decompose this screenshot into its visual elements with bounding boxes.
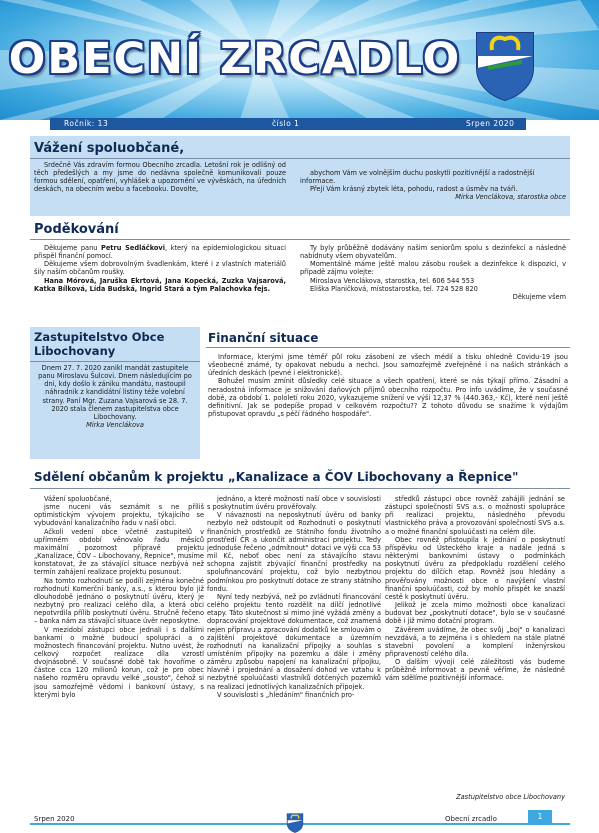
article-paragraph: O dalším vývoji celé záležitosti vás budeme průběžně informovat a pevně věříme, že následně vám sdělíme pozitivnější informace. xyxy=(385,658,565,683)
thanks-heading: Poděkování xyxy=(34,222,119,237)
thanks-contact2: Eliška Planičková, místostarostka, tel. 724 528 820 xyxy=(310,284,478,293)
article-signature: Zastupitelstvo obce Libochovany xyxy=(456,793,565,801)
council-signature: Mirka Venclákova xyxy=(86,421,144,430)
footer-coat-of-arms-icon xyxy=(286,813,304,833)
article-paragraph: Na tomto rozhodnutí se podílí zejména konečné rozhodnutí Komerční banky, a.s., s kterou bylo již dlouhodobě jednáno o poskytnutí úvěru, který je nezbytný pro realizaci celého díla, a která obci nepotvrdila přílib poskytnutí úvěru. Stručně řečeno – banka nám za stávající situace úvěr neposkytne. xyxy=(34,576,204,626)
article-heading: Sdělení občanům k projektu „Kanalizace a ČOV Libochovany a Řepnice" xyxy=(34,470,519,484)
newsletter-title: OBECNÍ ZRCADLO xyxy=(8,34,462,84)
coat-of-arms-icon xyxy=(474,30,536,102)
council-heading-line2: Libochovany xyxy=(34,344,116,358)
divider xyxy=(30,239,570,240)
thanks-r1: Ty byly průběžně dodávány našim seniorům spolu s dezinfekcí a následně nabídnuty všem obyvatelům. xyxy=(300,244,566,261)
thanks-p1-end: , který na epidemiologickou situaci přispěl finanční pomocí. xyxy=(34,244,287,261)
thanks-left-text xyxy=(34,244,286,293)
thanks-p1-start: Děkujeme panu xyxy=(44,244,101,252)
welcome-left-text: Srdečně Vás zdravím formou Obecního zrcadla. Letošní rok je odlišný od těch předešlých a my jsme do nedávna společně komunikovali pouze formou sdělení, opatření, vyhlášek a upozornění ve vývěskách, na úředních deskách, na obecním webu a facebooku. Dovolte, xyxy=(34,161,286,194)
article-paragraph: Ačkoli vedení obce včetně zastupitelů v upřímném období věnovalo řadu měsíců maximální pozornost přípravě projektu „Kanalizace, ČOV – Libochovany, Řepnice", musíme konstatovat, že za stávající situace nezbývá než termín zahájení realizace projektu posunout. xyxy=(34,527,204,577)
council-paragraph: Dnem 27. 7. 2020 zanikl mandát zastupitele panu Miroslavu Šulcovi. Dnem následujícím po dni, kdy došlo k zániku mandátu, nastoupil náhradník z kandidátní listiny téže volební strany. Paní Mgr. Zuzana Vajsarová se 28. 7. 2020 stala členem zastupitelstva obce Libochovany. xyxy=(38,364,192,421)
volume-label: Ročník: 13 xyxy=(64,119,109,128)
article-paragraph: V mezidobí zástupci obce jednali i s dalšími bankami o možné budoucí spolupráci a o možnostech financování projektu. Nutno uvést, že celkový rozpočet realizace díla vzrostl dvojnásobně. V současné době tak hovoříme o částce cca 120 milionů korun, což je pro obec našeho rozměru opravdu velké „sousto", čehož si jsou samozřejmě vědomi i bankovní ústavy, s kterými bylo xyxy=(34,625,204,699)
article-paragraph: jednáno, a které možnosti naší obce v souvislosti s poskytnutím úvěru prověřovaly. xyxy=(207,495,381,512)
thanks-right-text xyxy=(300,244,566,301)
welcome-signature: Mirka Venclákova, starostka obce xyxy=(455,193,566,202)
footer-date: Srpen 2020 xyxy=(34,815,75,823)
finance-p1: Informace, kterými jsme téměř půl roku zásobeni ze všech médií a tisku ohledně Covidu-19 jsou všeobecně známé, ty opakovat nebudu a nechci. Jsou samozřejmě zveřejněné i na našich stránkách a úředních deskách (pevné i elektronické). xyxy=(208,353,568,378)
finance-heading: Finanční situace xyxy=(208,331,319,345)
article-column-2 xyxy=(207,495,381,699)
divider xyxy=(206,347,570,348)
welcome-heading: Vážení spoluobčané, xyxy=(34,141,185,156)
council-heading-line1: Zastupitelstvo Obce xyxy=(34,330,165,344)
thanks-names: Hana Mórová, Jaruška Ekrtová, Jana Kopecká, Zuzka Vajsarová, Katka Bílková, Lída Budská, Ingrid Stará a tým Palachovka fejs. xyxy=(34,276,286,293)
finance-p2: Bohužel musím zmínit důsledky celé situace a všech opatření, které se nás týkají přímo. Zásadní a neradostná informace je snižování daňových příjmů obecního rozpočtu. Pro info uvádíme, že v současné době, za období 1. pololetí roku 2020, vykazujeme snížení ve výši 12,37 % (440.363,- Kč), které není ještě definitivní. Jak se podepíše propad v celkovém rozpočtu?? Z tohoto důvodu se snažíme k výdajům přistupovat opravdu „s péčí řádného hospodáře". xyxy=(208,377,568,419)
article-paragraph: Vážení spoluobčané, xyxy=(44,495,112,503)
article-paragraph: V souvislosti s „hledáním" finančních pro- xyxy=(217,690,355,699)
welcome-right-p1: abychom Vám ve volnějším duchu poskytli pozitivnější a radostnější informace. xyxy=(300,169,535,186)
article-paragraph: středků zástupci obce rovněž zahájili jednání se zástupci společnosti SVS a.s. o možnosti spolupráce při realizaci projektu, následného převodu vlastnického práva a provozování společností SVS a.s. a o možné finanční spoluúčasti na celém díle. xyxy=(385,495,565,536)
thanks-p2: Děkujeme všem dobrovolným švadlenkám, které i z vlastních materiálů šily naším občanům roušky. xyxy=(34,260,286,277)
footer-publication: Obecní zrcadlo xyxy=(445,815,497,823)
divider xyxy=(30,488,570,489)
welcome-right-p2: Přeji Vám krásný zbytek léta, pohodu, radost a úsměv na tváři. xyxy=(310,185,518,194)
article-paragraph: Nyní tedy nezbývá, než po zvládnutí financování celého projektu tento rozdělit na dílčí jednotlivé etapy. Táto skutečnost si mimo jiné vyžádá změny a dopracování projektové dokumentace, což znamená nejen přípravu a zpracování dodatků ke smlouvám o zajištění projektové dokumentace a územním rozhodnutí na kanalizační přípojky a souhlas s umístěním přípojky na pozemku a dále i změny záměru způsobu napojení na kanalizační přípojku, hlavně i projednání a dosažení dohod ve vztahu k nezbytné spoluúčasti vlastníků dotčených pozemků na realizaci jednotlivých kanalizačních přípojek. xyxy=(207,592,381,691)
article-paragraph: V návaznosti na neposkytnutí úvěru od banky nezbylo než odstoupit od Rozhodnutí o poskytnutí finančních prostředků ze Státního fondu životního prostředí ČR a ukončit administraci projektu. Tedy jednoduše řečeno „odmítnout" dotaci ve výši cca 53 mil Kč, neboť obec není za stávajícího stavu schopna zajistit zbývající finanční prostředky na spolufinancování projektu, což bylo nezbytnou podmínkou pro poskytnutí dotace ze strany státního fondu. xyxy=(207,511,381,593)
welcome-right-text xyxy=(300,169,566,202)
issue-info-bar xyxy=(50,118,526,130)
divider xyxy=(30,361,200,362)
thanks-donor-name: Petru Sedláčkovi xyxy=(100,244,165,252)
thanks-contact1: Miroslava Venclákova, starostka, tel. 606 544 553 xyxy=(310,276,475,285)
thanks-p1 xyxy=(34,244,286,260)
council-text xyxy=(34,364,196,429)
council-heading xyxy=(34,330,199,358)
article-column-1 xyxy=(34,495,204,699)
issue-label: číslo 1 xyxy=(272,119,300,128)
article-paragraph: jsme nuceni vás seznámit s ne příliš optimistickým vývojem projektu, týkajícího se vybudování kanalizačního řadu v naší obci. xyxy=(34,503,204,528)
masthead xyxy=(0,0,599,120)
page-number: 1 xyxy=(528,810,552,824)
article-paragraph: Obec rovněž přistoupila k jednání o poskytnutí příspěvku od Ústeckého kraje a nadále jedná s některými bankovními ústavy o podmínkách poskytnutí úvěru za předpokladu rozdělení celého projektu do dílčích etap. Rovněž jsou hledány a prověřovány možnosti obce o navýšení vlastní finanční spoluúčasti, což by mohlo přispět ke snazší cestě k poskytnutí úvěru. xyxy=(385,535,565,601)
article-paragraph: Jelikož je zcela mimo možnosti obce kanalizaci budovat bez „poskytnutí dotace", bylo se v současné době i již mimo dotační program. xyxy=(385,601,565,626)
divider xyxy=(30,158,570,159)
article-paragraph: Závěrem uvádíme, že obec svůj „boj" o kanalizaci nevzdává, a to zejména i s ohledem na stále platné stavební povolení a komplení inženýrskou připraveností celého díla. xyxy=(385,625,565,658)
finance-text xyxy=(208,353,568,418)
thanks-all: Děkujeme všem xyxy=(512,292,566,301)
article-column-3 xyxy=(385,495,565,683)
date-label: Srpen 2020 xyxy=(466,119,515,128)
thanks-r2: Momentálně máme ještě malou zásobu roušek a dezinfekce k dispozici, v případě zájmu volejte: xyxy=(300,260,566,277)
